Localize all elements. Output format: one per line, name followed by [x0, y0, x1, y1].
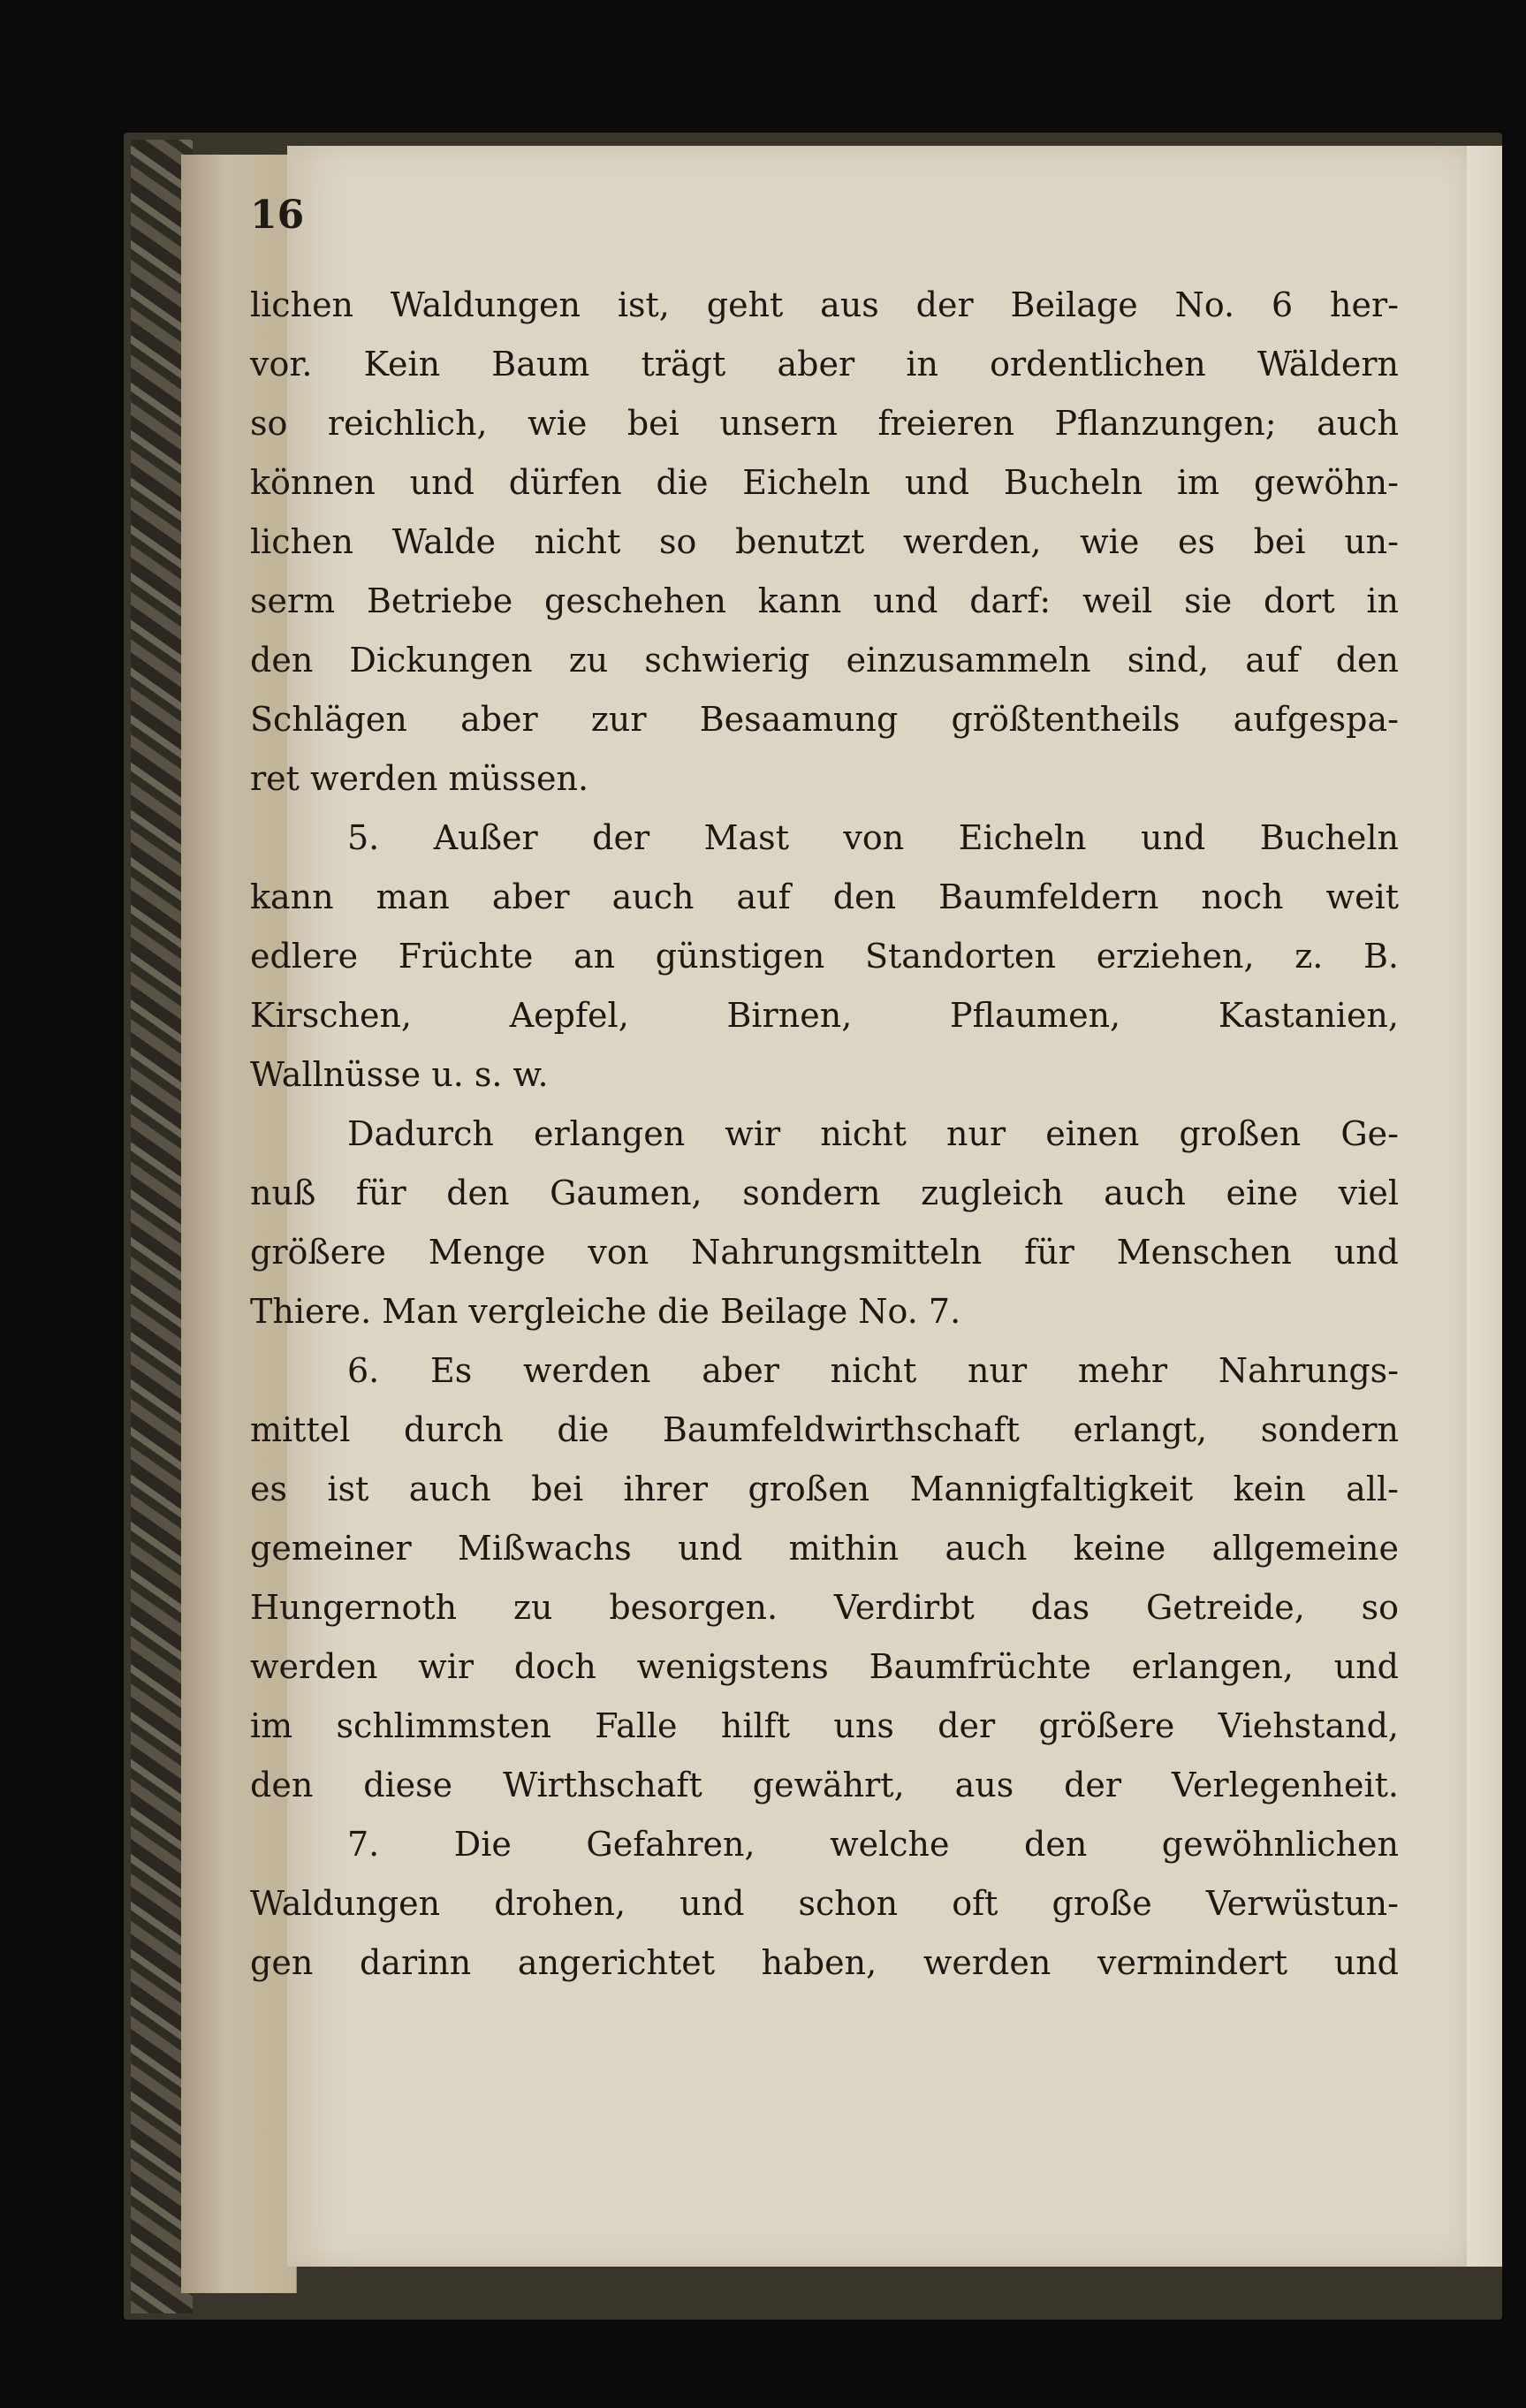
text-line: gemeiner Mißwachs und mithin auch keine allgemeine	[250, 1529, 1399, 1568]
text-line: im schlimmsten Falle hilft uns der größere Viehstand,	[250, 1706, 1399, 1745]
text-line: Hungernoth zu besorgen. Verdirbt das Getreide, so	[250, 1588, 1399, 1627]
text-line: den Dickungen zu schwierig einzusammeln sind, auf den	[250, 641, 1399, 680]
text-line: edlere Früchte an günstigen Standorten erziehen, z. B.	[250, 937, 1399, 976]
text-line: vor. Kein Baum trägt aber in ordentlichen Wäldern	[250, 345, 1399, 384]
text-line: Wallnüsse u. s. w.	[250, 1055, 549, 1094]
text-line: ret werden müssen.	[250, 759, 589, 798]
text-line: 7. Die Gefahren, welche den gewöhnlichen	[347, 1825, 1399, 1864]
text-line: können und dürfen die Eicheln und Bucheln im gewöhn-	[250, 463, 1399, 502]
text-line: serm Betriebe geschehen kann und darf: weil sie dort in	[250, 581, 1399, 620]
body-text	[250, 276, 1399, 1993]
page-number: 16	[250, 193, 305, 238]
text-line: gen darinn angerichtet haben, werden vermindert und	[250, 1943, 1399, 1982]
text-line: Kirschen, Aepfel, Birnen, Pflaumen, Kastanien,	[250, 996, 1399, 1035]
text-line: Thiere. Man vergleiche die Beilage No. 7.	[250, 1292, 961, 1331]
text-line: kann man aber auch auf den Baumfeldern noch weit	[250, 877, 1399, 916]
text-line: Schlägen aber zur Besaamung größtentheils aufgespa-	[250, 700, 1399, 739]
text-line: 6. Es werden aber nicht nur mehr Nahrungs-	[347, 1351, 1399, 1390]
text-line: es ist auch bei ihrer großen Mannigfaltigkeit kein all-	[250, 1470, 1399, 1508]
text-line: Dadurch erlangen wir nicht nur einen großen Ge-	[347, 1114, 1399, 1153]
page-right-margin	[1467, 146, 1502, 2267]
text-line: werden wir doch wenigstens Baumfrüchte erlangen, und	[250, 1647, 1399, 1686]
text-line: mittel durch die Baumfeldwirthschaft erlangt, sondern	[250, 1410, 1399, 1449]
text-line: größere Menge von Nahrungsmitteln für Menschen und	[250, 1233, 1399, 1272]
text-line: den diese Wirthschaft gewährt, aus der Verlegenheit.	[250, 1766, 1399, 1804]
text-line: nuß für den Gaumen, sondern zugleich auch eine viel	[250, 1174, 1399, 1212]
text-line: Waldungen drohen, und schon oft große Verwüstun-	[250, 1884, 1399, 1923]
text-line: so reichlich, wie bei unsern freieren Pflanzungen; auch	[250, 404, 1399, 443]
text-line: 5. Außer der Mast von Eicheln und Bucheln	[347, 818, 1399, 857]
text-line: lichen Walde nicht so benutzt werden, wie es bei un-	[250, 522, 1399, 561]
text-line: lichen Waldungen ist, geht aus der Beilage No. 6 her-	[250, 285, 1399, 324]
